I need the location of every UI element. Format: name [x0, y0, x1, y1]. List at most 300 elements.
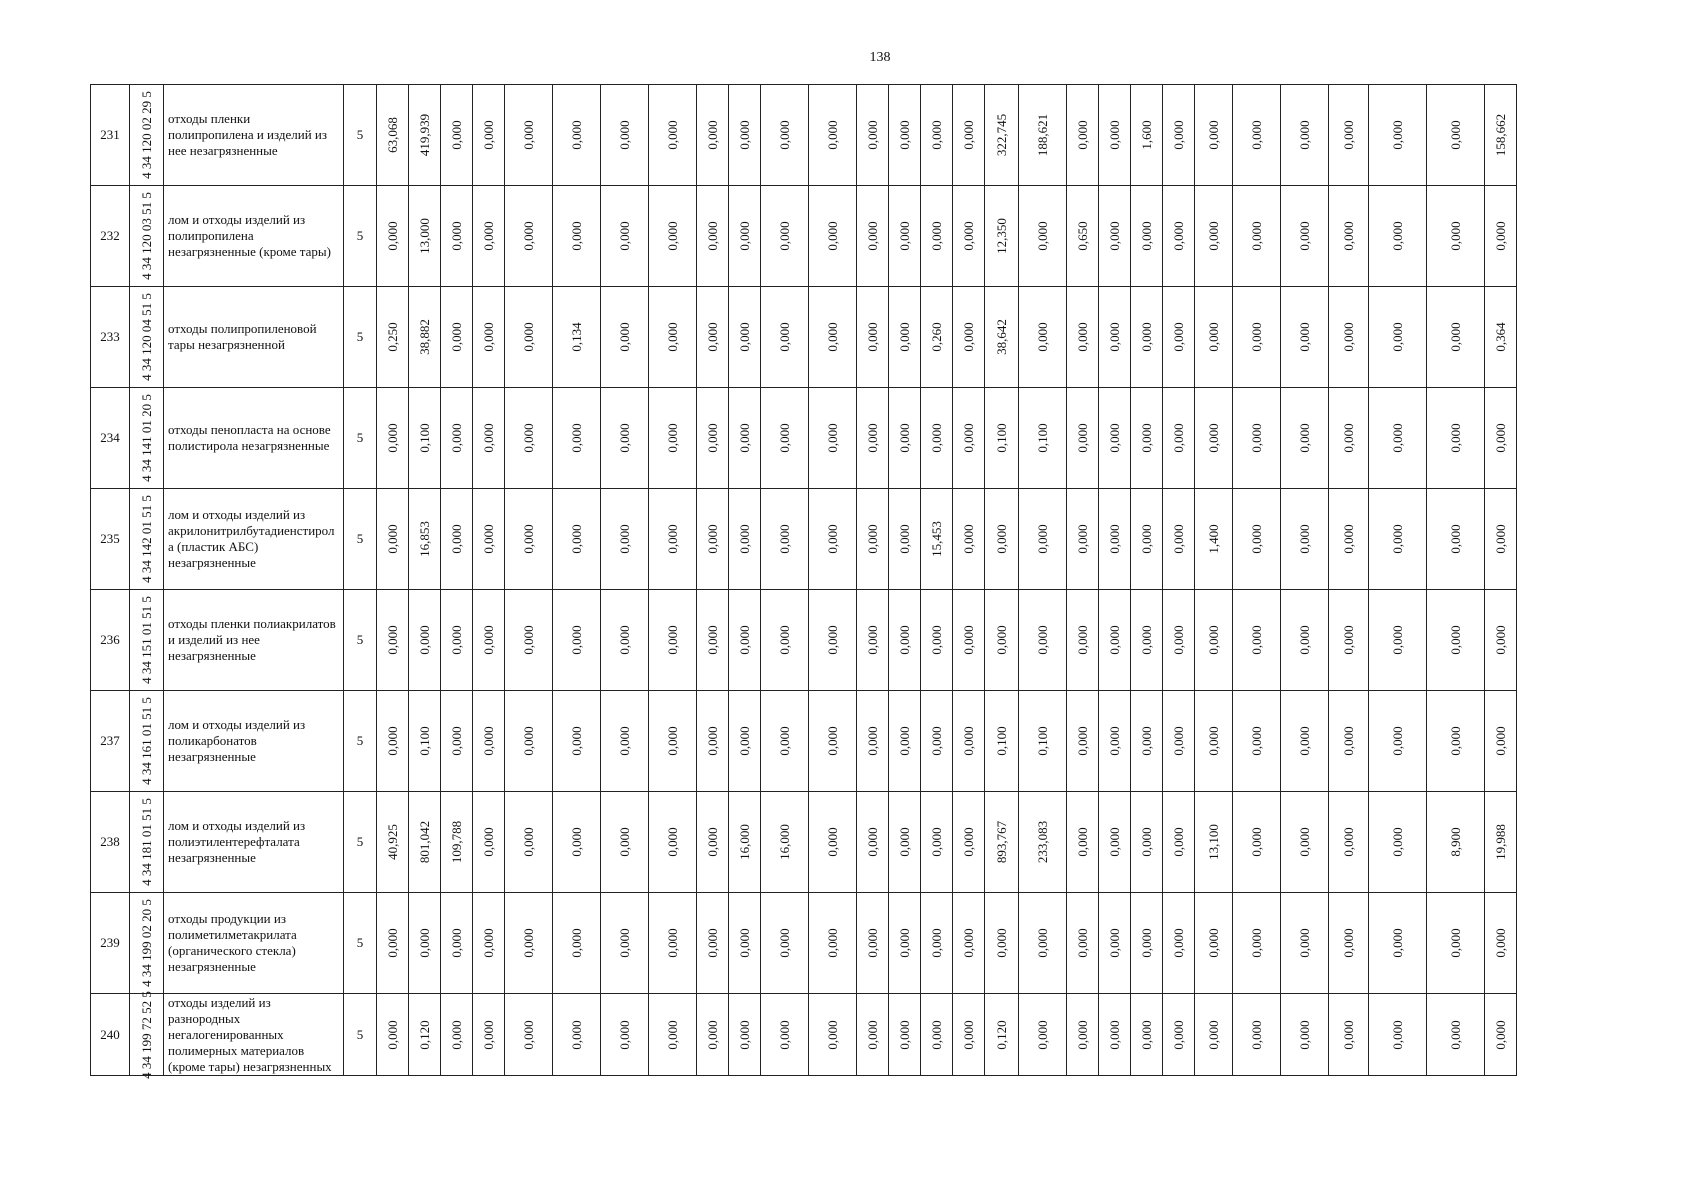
value-text: 0,000: [1074, 1019, 1090, 1050]
value-text: 0,000: [864, 726, 880, 756]
row-number: 240: [91, 994, 130, 1076]
value-cell: [809, 489, 857, 590]
value-cell: [953, 994, 985, 1076]
value-cell: [857, 994, 889, 1076]
value-text: 0,000: [1034, 625, 1050, 655]
waste-code-text: 4 34 120 02 29 5: [138, 91, 154, 179]
value-text: 0,000: [864, 1019, 880, 1050]
value-cell: [1233, 388, 1281, 489]
value-cell: [1281, 792, 1329, 893]
value-text: 0,000: [993, 928, 1009, 958]
value-cell: [601, 186, 649, 287]
value-text: 0,000: [1296, 827, 1312, 857]
value-text: 0,000: [1074, 928, 1090, 958]
value-cell: [1329, 691, 1369, 792]
value-cell: [921, 489, 953, 590]
waste-code-text: 4 34 120 04 51 5: [138, 293, 154, 381]
value-cell: [729, 691, 761, 792]
value-cell: [1427, 186, 1485, 287]
value-text: 0,000: [776, 322, 792, 352]
value-text: 0,000: [1340, 221, 1356, 251]
value-text: 0,000: [568, 221, 584, 251]
value-text: 0,000: [824, 1019, 840, 1050]
value-text: 0,000: [1106, 928, 1122, 958]
value-text: 0,000: [928, 928, 944, 958]
value-cell: [761, 85, 809, 186]
value-text: 0,100: [993, 726, 1009, 756]
value-cell: [1369, 994, 1427, 1076]
value-cell: [889, 388, 921, 489]
value-text: 0,000: [1447, 1019, 1463, 1050]
value-text: 0,000: [960, 625, 976, 655]
value-text: 0,000: [1340, 928, 1356, 958]
value-text: 0,000: [704, 423, 720, 453]
value-text: 0,000: [1389, 423, 1405, 453]
value-text: 0,000: [616, 120, 632, 150]
value-cell: [1233, 85, 1281, 186]
value-text: 0,000: [1296, 524, 1312, 554]
value-cell: [473, 792, 505, 893]
value-cell: [1163, 388, 1195, 489]
value-cell: [377, 590, 409, 691]
value-cell: [1195, 893, 1233, 994]
value-cell: [729, 388, 761, 489]
value-text: 0,000: [864, 221, 880, 251]
value-text: 0,000: [1296, 625, 1312, 655]
value-cell: [985, 186, 1019, 287]
value-cell: [1195, 590, 1233, 691]
value-text: 0,000: [704, 928, 720, 958]
value-cell: [809, 994, 857, 1076]
value-cell: [409, 691, 441, 792]
value-cell: [761, 489, 809, 590]
value-text: 0,000: [1492, 726, 1508, 756]
value-cell: [729, 85, 761, 186]
value-cell: [409, 489, 441, 590]
value-text: 0,000: [1074, 322, 1090, 352]
value-text: 0,000: [480, 524, 496, 554]
value-text: 0,000: [1106, 827, 1122, 857]
value-cell: [1329, 287, 1369, 388]
value-text: 0,000: [568, 827, 584, 857]
value-cell: [1369, 388, 1427, 489]
value-text: 0,000: [664, 423, 680, 453]
value-cell: [649, 994, 697, 1076]
value-text: 0,000: [568, 726, 584, 756]
value-cell: [1131, 691, 1163, 792]
value-text: 0,000: [568, 928, 584, 958]
value-cell: [409, 590, 441, 691]
value-text: 0,000: [993, 524, 1009, 554]
value-text: 0,000: [1170, 1019, 1186, 1050]
value-text: 0,000: [1447, 524, 1463, 554]
value-text: 0,000: [928, 1019, 944, 1050]
value-cell: [505, 590, 553, 691]
value-cell: [1329, 489, 1369, 590]
value-cell: [1233, 792, 1281, 893]
value-text: 16,853: [416, 521, 432, 557]
value-cell: [697, 792, 729, 893]
value-text: 0,000: [824, 726, 840, 756]
value-text: 0,000: [384, 726, 400, 756]
row-number: 232: [91, 186, 130, 287]
value-cell: [761, 590, 809, 691]
value-text: 0,100: [1034, 423, 1050, 453]
value-cell: [505, 186, 553, 287]
value-cell: [1195, 186, 1233, 287]
value-text: 0,000: [864, 120, 880, 150]
value-text: 0,000: [1447, 423, 1463, 453]
value-cell: [1281, 287, 1329, 388]
value-text: 0,000: [1248, 1019, 1264, 1050]
value-text: 0,000: [736, 322, 752, 352]
hazard-class: 5: [344, 590, 377, 691]
value-text: 0,000: [824, 827, 840, 857]
value-cell: [649, 287, 697, 388]
value-text: 0,100: [993, 423, 1009, 453]
value-text: 0,250: [384, 322, 400, 352]
value-cell: [953, 85, 985, 186]
value-cell: [953, 893, 985, 994]
value-cell: [1369, 489, 1427, 590]
value-cell: [1019, 186, 1067, 287]
value-cell: [729, 489, 761, 590]
value-cell: [985, 590, 1019, 691]
waste-code: [130, 893, 164, 994]
value-text: 0,000: [776, 524, 792, 554]
value-text: 0,000: [520, 524, 536, 554]
value-cell: [1163, 186, 1195, 287]
value-text: 0,000: [1340, 1019, 1356, 1050]
waste-data-table: [90, 84, 1517, 1079]
waste-name: [164, 388, 344, 489]
value-cell: [1131, 994, 1163, 1076]
value-text: 0,000: [1106, 322, 1122, 352]
value-text: 0,000: [704, 221, 720, 251]
value-text: 0,000: [1205, 625, 1221, 655]
value-text: 19,988: [1492, 824, 1508, 860]
table-row: [91, 186, 1517, 287]
value-cell: [505, 691, 553, 792]
value-text: 0,000: [736, 524, 752, 554]
value-text: 0,000: [1492, 423, 1508, 453]
value-cell: [649, 792, 697, 893]
value-text: 0,000: [960, 120, 976, 150]
value-cell: [1329, 792, 1369, 893]
table-row: [91, 85, 1517, 186]
value-cell: [1281, 85, 1329, 186]
value-cell: [1067, 691, 1099, 792]
table-row: [91, 590, 1517, 691]
value-cell: [1131, 792, 1163, 893]
value-cell: [441, 388, 473, 489]
value-text: 0,000: [664, 524, 680, 554]
value-text: 0,000: [1340, 524, 1356, 554]
waste-name-text: лом и отходы изделий из акрилонитрилбутадиенстирол а (пластик АБС) незагрязненные: [168, 507, 335, 570]
value-cell: [697, 186, 729, 287]
value-cell: [409, 186, 441, 287]
value-cell: [1369, 186, 1427, 287]
value-text: 0,000: [960, 322, 976, 352]
waste-code: [130, 691, 164, 792]
value-cell: [1427, 287, 1485, 388]
value-text: 38,882: [416, 319, 432, 355]
value-cell: [441, 287, 473, 388]
value-cell: [1427, 691, 1485, 792]
value-cell: [1281, 388, 1329, 489]
value-cell: [1233, 893, 1281, 994]
value-cell: [649, 489, 697, 590]
value-text: 0,000: [448, 1019, 464, 1050]
value-cell: [1131, 388, 1163, 489]
value-text: 0,000: [1248, 120, 1264, 150]
table-row: [91, 287, 1517, 388]
value-cell: [1427, 792, 1485, 893]
value-cell: [1427, 994, 1485, 1076]
value-cell: [441, 792, 473, 893]
value-text: 0,000: [864, 423, 880, 453]
value-text: 0,000: [824, 928, 840, 958]
value-text: 0,000: [448, 423, 464, 453]
value-cell: [857, 489, 889, 590]
waste-name: [164, 994, 344, 1076]
value-text: 0,000: [824, 423, 840, 453]
value-cell: [409, 287, 441, 388]
value-text: 0,100: [416, 423, 432, 453]
value-text: 0,000: [1138, 726, 1154, 756]
value-cell: [601, 85, 649, 186]
value-cell: [889, 287, 921, 388]
value-text: 0,000: [1296, 726, 1312, 756]
value-cell: [473, 85, 505, 186]
value-cell: [921, 186, 953, 287]
waste-name-text: отходы изделий из разнородных негалогенированных полимерных материалов (кроме тары) незагрязненных: [168, 994, 332, 1074]
value-cell: [729, 590, 761, 691]
value-cell: [1099, 792, 1131, 893]
value-cell: [1067, 590, 1099, 691]
waste-name-text: отходы пленки полиакрилатов и изделий из нее незагрязненные: [168, 616, 336, 663]
value-text: 0,000: [664, 120, 680, 150]
value-text: 0,000: [1074, 120, 1090, 150]
value-cell: [1427, 893, 1485, 994]
value-cell: [1485, 85, 1517, 186]
value-text: 0,000: [480, 726, 496, 756]
value-text: 0,000: [1170, 120, 1186, 150]
value-cell: [1233, 691, 1281, 792]
value-cell: [1019, 893, 1067, 994]
value-cell: [985, 691, 1019, 792]
table-row: [91, 489, 1517, 590]
value-text: 0,000: [1138, 524, 1154, 554]
value-cell: [857, 590, 889, 691]
value-text: 0,000: [736, 625, 752, 655]
value-cell: [729, 186, 761, 287]
value-cell: [473, 691, 505, 792]
value-text: 0,000: [520, 322, 536, 352]
value-cell: [1329, 388, 1369, 489]
value-text: 0,000: [448, 726, 464, 756]
value-text: 0,000: [416, 625, 432, 655]
value-cell: [601, 287, 649, 388]
value-text: 0,000: [1340, 120, 1356, 150]
value-cell: [1485, 287, 1517, 388]
value-cell: [505, 792, 553, 893]
value-cell: [1099, 893, 1131, 994]
value-text: 0,000: [520, 726, 536, 756]
waste-name-text: лом и отходы изделий из поликарбонатов незагрязненные: [168, 717, 306, 764]
value-text: 0,000: [448, 625, 464, 655]
value-text: 0,000: [1205, 928, 1221, 958]
value-cell: [729, 994, 761, 1076]
row-number: 231: [91, 85, 130, 186]
value-text: 0,000: [480, 120, 496, 150]
value-cell: [857, 287, 889, 388]
value-cell: [1019, 994, 1067, 1076]
value-cell: [1019, 590, 1067, 691]
value-cell: [1067, 489, 1099, 590]
value-cell: [1163, 893, 1195, 994]
value-text: 0,000: [776, 221, 792, 251]
value-text: 0,000: [776, 726, 792, 756]
value-text: 233,083: [1034, 820, 1050, 864]
value-cell: [1369, 590, 1427, 691]
value-text: 0,000: [1296, 221, 1312, 251]
value-text: 0,260: [928, 322, 944, 352]
value-text: 0,000: [1106, 726, 1122, 756]
value-text: 0,000: [568, 524, 584, 554]
value-cell: [1099, 590, 1131, 691]
value-cell: [1485, 792, 1517, 893]
value-text: 0,000: [1340, 827, 1356, 857]
value-cell: [761, 792, 809, 893]
value-text: 0,000: [1389, 221, 1405, 251]
value-text: 0,000: [480, 221, 496, 251]
value-cell: [441, 590, 473, 691]
value-cell: [377, 287, 409, 388]
value-cell: [953, 792, 985, 893]
value-cell: [1099, 489, 1131, 590]
value-text: 0,000: [736, 423, 752, 453]
value-text: 0,000: [928, 423, 944, 453]
value-text: 0,000: [736, 120, 752, 150]
value-cell: [921, 994, 953, 1076]
value-cell: [761, 287, 809, 388]
value-cell: [377, 186, 409, 287]
waste-code-text: 4 34 181 01 51 5: [138, 798, 154, 886]
value-text: 0,120: [993, 1019, 1009, 1050]
value-cell: [409, 792, 441, 893]
value-cell: [473, 893, 505, 994]
value-text: 1,600: [1138, 120, 1154, 150]
page-number: 138: [869, 50, 891, 65]
value-text: 0,000: [1248, 423, 1264, 453]
value-text: 0,000: [1447, 120, 1463, 150]
value-cell: [1163, 489, 1195, 590]
waste-name: [164, 590, 344, 691]
value-cell: [809, 893, 857, 994]
value-cell: [809, 85, 857, 186]
value-text: 0,000: [1340, 726, 1356, 756]
value-cell: [649, 186, 697, 287]
value-text: 0,000: [1296, 1019, 1312, 1050]
value-text: 0,000: [1205, 1019, 1221, 1050]
value-cell: [649, 590, 697, 691]
value-cell: [1163, 85, 1195, 186]
value-text: 16,000: [736, 824, 752, 860]
value-cell: [1281, 186, 1329, 287]
waste-code-text: 4 34 199 02 20 5: [138, 899, 154, 987]
value-text: 0,000: [1106, 524, 1122, 554]
value-text: 0,000: [1074, 827, 1090, 857]
value-text: 0,000: [448, 322, 464, 352]
value-text: 0,000: [928, 120, 944, 150]
value-cell: [601, 590, 649, 691]
value-text: 0,000: [520, 625, 536, 655]
value-text: 0,000: [960, 726, 976, 756]
value-cell: [1099, 85, 1131, 186]
waste-code-text: 4 34 141 01 20 5: [138, 394, 154, 482]
value-cell: [1163, 287, 1195, 388]
value-cell: [1427, 489, 1485, 590]
waste-code: [130, 186, 164, 287]
value-cell: [1019, 792, 1067, 893]
value-cell: [809, 388, 857, 489]
value-text: 0,000: [664, 625, 680, 655]
value-cell: [1019, 85, 1067, 186]
value-text: 0,000: [520, 221, 536, 251]
value-text: 0,000: [1389, 322, 1405, 352]
waste-code: [130, 287, 164, 388]
value-text: 0,000: [960, 524, 976, 554]
value-text: 0,000: [1248, 524, 1264, 554]
value-cell: [1131, 287, 1163, 388]
value-cell: [1281, 590, 1329, 691]
row-number: 233: [91, 287, 130, 388]
value-cell: [1195, 388, 1233, 489]
value-cell: [1485, 893, 1517, 994]
value-text: 0,000: [864, 625, 880, 655]
value-text: 0,000: [1492, 625, 1508, 655]
value-cell: [921, 388, 953, 489]
value-cell: [1163, 590, 1195, 691]
value-cell: [761, 691, 809, 792]
waste-name: [164, 85, 344, 186]
value-text: 0,000: [1106, 221, 1122, 251]
value-text: 0,000: [480, 322, 496, 352]
value-cell: [1281, 994, 1329, 1076]
value-text: 0,000: [1296, 120, 1312, 150]
value-cell: [809, 186, 857, 287]
value-text: 0,000: [824, 524, 840, 554]
value-text: 0,000: [1170, 524, 1186, 554]
value-text: 0,000: [384, 625, 400, 655]
waste-code-text: 4 34 151 01 51 5: [138, 596, 154, 684]
waste-name-text: лом и отходы изделий из полиэтилентерефталата незагрязненные: [168, 818, 306, 865]
value-text: 0,000: [1389, 1019, 1405, 1050]
value-cell: [1099, 287, 1131, 388]
value-cell: [809, 287, 857, 388]
value-text: 0,000: [1034, 221, 1050, 251]
value-text: 0,000: [1205, 221, 1221, 251]
value-text: 0,000: [664, 221, 680, 251]
value-text: 0,000: [776, 120, 792, 150]
value-text: 0,100: [1034, 726, 1050, 756]
value-text: 0,000: [1340, 625, 1356, 655]
value-text: 0,000: [384, 221, 400, 251]
value-cell: [1281, 489, 1329, 590]
value-text: 0,000: [520, 120, 536, 150]
value-text: 0,000: [1106, 423, 1122, 453]
